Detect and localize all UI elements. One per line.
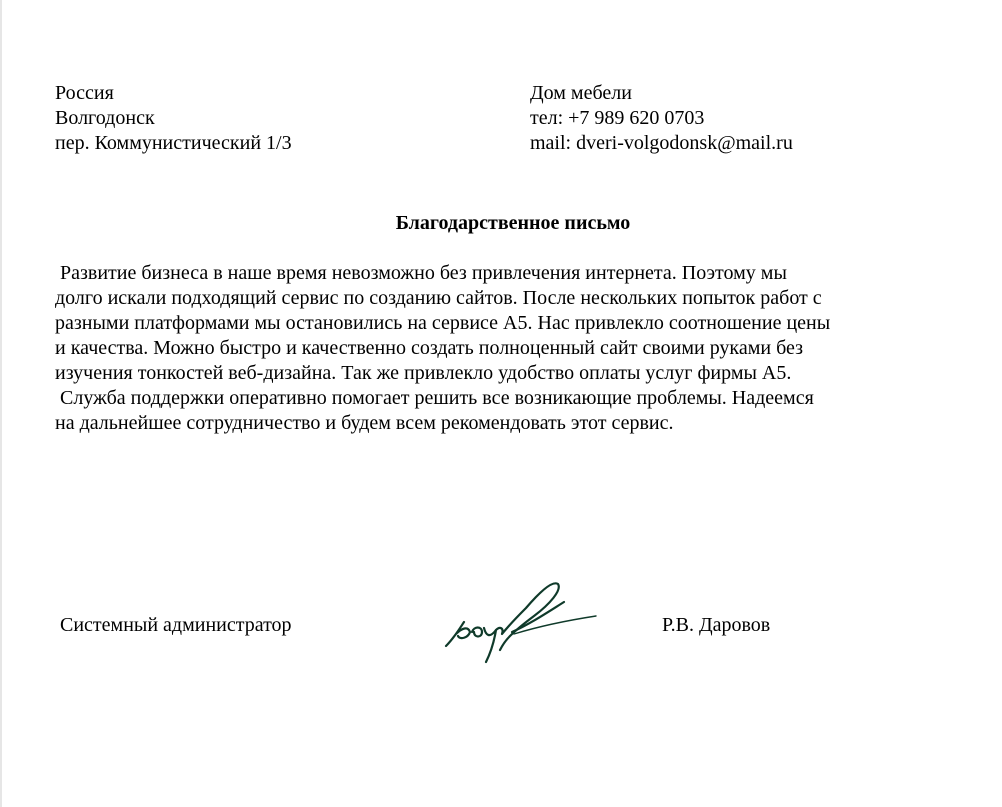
body-line: долго искали подходящий сервис по созданию сайтов. После нескольких попыток работ с [55, 287, 822, 309]
body-line: изучения тонкостей веб-дизайна. Так же привлекло удобство оплаты услуг фирмы А5. [55, 362, 792, 384]
body-line: на дальнейшее сотрудничество и будем всем рекомендовать этот сервис. [55, 412, 674, 434]
sender-address: пер. Коммунистический 1/3 [55, 132, 292, 154]
recipient-name: Дом мебели [530, 82, 632, 104]
sender-country: Россия [55, 82, 114, 104]
body-line: разными платформами мы остановились на сервисе А5. Нас привлекло соотношение цены [55, 312, 831, 334]
signer-position: Системный администратор [60, 614, 292, 636]
recipient-email: mail: dveri-volgodonsk@mail.ru [530, 132, 793, 154]
signer-name: Р.В. Даровов [662, 614, 771, 636]
page-edge [0, 0, 2, 807]
sender-city: Волгодонск [55, 107, 155, 129]
body-line: Развитие бизнеса в наше время невозможно без привлечения интернета. Поэтому мы [55, 262, 787, 284]
recipient-phone: тел: +7 989 620 0703 [530, 107, 705, 129]
body-line: Служба поддержки оперативно помогает решить все возникающие проблемы. Надеемся [55, 387, 814, 409]
body-line: и качества. Можно быстро и качественно создать полноценный сайт своими руками без [55, 337, 804, 359]
letter-title: Благодарственное письмо [395, 212, 631, 234]
handwritten-signature [430, 570, 630, 680]
